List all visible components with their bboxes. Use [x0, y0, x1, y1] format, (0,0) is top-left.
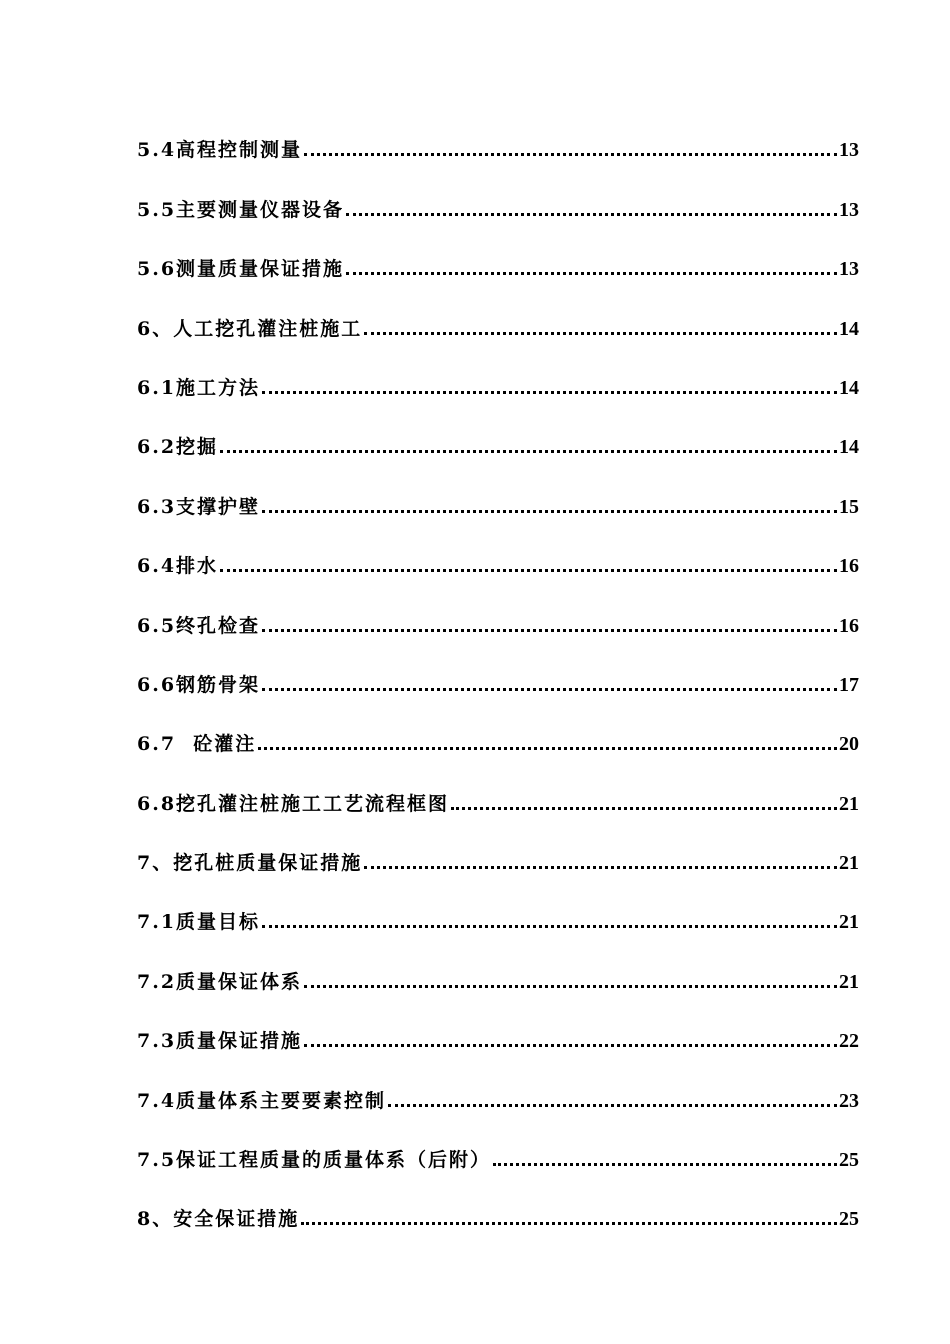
toc-entry-label: 7.5保证工程质量的质量体系（后附） — [137, 1149, 492, 1172]
toc-page-number: 16 — [839, 614, 859, 637]
toc-page-number: 16 — [839, 555, 859, 578]
dot-leader — [346, 272, 837, 275]
toc-entry-label: 7、挖孔桩质量保证措施 — [137, 852, 363, 875]
toc-entry[interactable] — [137, 602, 859, 661]
toc-entry-label: 7.2质量保证体系 — [137, 970, 303, 993]
toc-entry-label: 6.4排水 — [137, 555, 219, 578]
toc-page-number: 14 — [839, 376, 859, 399]
toc-entry-label: 7.1质量目标 — [137, 911, 261, 934]
toc-entry[interactable] — [137, 365, 859, 424]
toc-entry[interactable] — [137, 483, 859, 542]
toc-page-number: 22 — [839, 1030, 859, 1053]
dot-leader — [364, 866, 837, 869]
toc-entry[interactable] — [137, 543, 859, 602]
toc-page-number: 21 — [839, 852, 859, 875]
toc-entry[interactable] — [137, 1077, 859, 1136]
toc-entry[interactable] — [137, 186, 859, 245]
toc-page-number: 25 — [839, 1208, 859, 1231]
toc-page-number: 23 — [839, 1089, 859, 1112]
toc-entry[interactable] — [137, 246, 859, 305]
toc-page-number: 13 — [839, 258, 859, 281]
toc-page-number: 13 — [839, 198, 859, 221]
toc-entry-label: 5.6测量质量保证措施 — [137, 258, 345, 281]
toc-entry-label: 6.8挖孔灌注桩施工工艺流程框图 — [137, 792, 450, 815]
toc-page-number: 25 — [839, 1149, 859, 1172]
dot-leader — [304, 1044, 837, 1047]
toc-page-number: 17 — [839, 673, 859, 696]
toc-entry[interactable] — [137, 127, 859, 186]
toc-entry[interactable] — [137, 1018, 859, 1077]
toc-page-number: 13 — [839, 139, 859, 162]
dot-leader — [220, 569, 837, 572]
toc-entry-label: 7.3质量保证措施 — [137, 1030, 303, 1053]
toc-entry-label: 5.4高程控制测量 — [137, 139, 303, 162]
dot-leader — [304, 985, 837, 988]
toc-entry[interactable] — [137, 662, 859, 721]
toc-page-number: 14 — [839, 317, 859, 340]
toc-entry-label: 6.5终孔检查 — [137, 614, 261, 637]
dot-leader — [451, 807, 837, 810]
dot-leader — [364, 332, 837, 335]
toc-entry-label: 8、安全保证措施 — [137, 1208, 300, 1231]
toc-entry-label: 6.3支撑护壁 — [137, 495, 261, 518]
dot-leader — [388, 1104, 837, 1107]
toc-entry-label: 6.1施工方法 — [137, 376, 261, 399]
dot-leader — [262, 391, 837, 394]
dot-leader — [301, 1222, 837, 1225]
toc-entry-label: 6.6钢筋骨架 — [137, 673, 261, 696]
dot-leader — [258, 747, 837, 750]
toc-entry[interactable] — [137, 1137, 859, 1196]
toc-entry[interactable] — [137, 899, 859, 958]
toc-entry-label: 6.2挖掘 — [137, 436, 219, 459]
toc-entry[interactable] — [137, 1196, 859, 1255]
toc-page-number: 20 — [839, 733, 859, 756]
toc-entry-label: 6.7 砼灌注 — [137, 733, 257, 756]
dot-leader — [493, 1163, 837, 1166]
table-of-contents — [137, 127, 859, 1255]
dot-leader — [346, 213, 837, 216]
toc-entry[interactable] — [137, 424, 859, 483]
toc-entry-label: 5.5主要测量仪器设备 — [137, 198, 345, 221]
dot-leader — [220, 450, 837, 453]
dot-leader — [304, 153, 837, 156]
toc-page-number: 21 — [839, 970, 859, 993]
toc-entry-label: 7.4质量体系主要要素控制 — [137, 1089, 387, 1112]
toc-entry-label: 6、人工挖孔灌注桩施工 — [137, 317, 363, 340]
toc-entry[interactable] — [137, 958, 859, 1017]
toc-entry[interactable] — [137, 840, 859, 899]
toc-page-number: 15 — [839, 495, 859, 518]
toc-entry[interactable] — [137, 780, 859, 839]
toc-page-number: 21 — [839, 911, 859, 934]
toc-entry[interactable] — [137, 305, 859, 364]
dot-leader — [262, 688, 837, 691]
dot-leader — [262, 629, 837, 632]
dot-leader — [262, 510, 837, 513]
toc-page-number: 14 — [839, 436, 859, 459]
toc-entry[interactable] — [137, 721, 859, 780]
toc-page-number: 21 — [839, 792, 859, 815]
dot-leader — [262, 925, 837, 928]
